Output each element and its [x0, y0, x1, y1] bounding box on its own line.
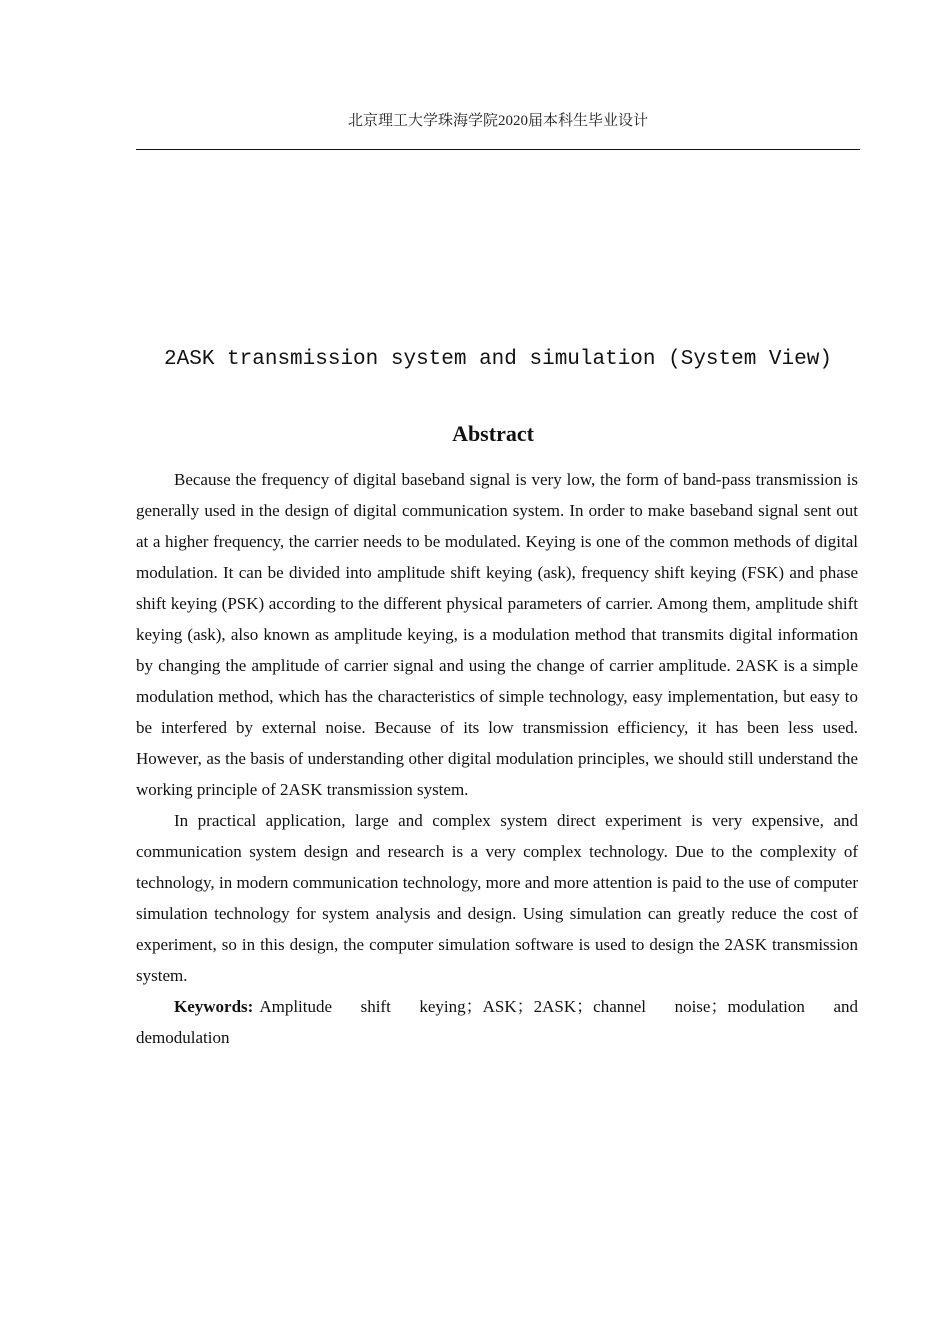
abstract-heading: Abstract	[452, 421, 534, 446]
thesis-title: 2ASK transmission system and simulation (System View)	[164, 348, 832, 371]
abstract-paragraph: Because the frequency of digital baseband signal is very low, the form of band-pass transmission is generally used in the design of digital communication system. In order to make baseband signal sent out at a higher frequency, the carrier needs to be modulated. Keying is one of the common methods of digital modulation. It can be divided into amplitude shift keying (ask), frequency shift keying (FSK) and phase shift keying (PSK) according to the different physical parameters of carrier. Among them, amplitude shift keying (ask), also known as amplitude keying, is a modulation method that transmits digital information by changing the amplitude of carrier signal and using the change of carrier amplitude. 2ASK is a simple modulation method, which has the characteristics of simple technology, easy implementation, but easy to be interfered by external noise. Because of its low transmission efficiency, it has been less used. However, as the basis of understanding other digital modulation principles, we should still understand the working principle of 2ASK transmission system.	[136, 470, 858, 799]
abstract-paragraph: In practical application, large and complex system direct experiment is very expensive, and communication system design and research is a very complex technology. Due to the complexity of technology, in modern communication technology, more and more attention is paid to the use of computer simulation technology for system analysis and design. Using simulation can greatly reduce the cost of experiment, so in this design, the computer simulation software is used to design the 2ASK transmission system.	[136, 811, 858, 985]
abstract-body	[136, 464, 858, 1053]
keywords-text: Amplitude shift keying；ASK；2ASK；channel noise；modulation and demodulation	[136, 997, 858, 1047]
keywords-line	[136, 991, 858, 1053]
header-divider	[136, 149, 860, 150]
keywords-label: Keywords:	[174, 997, 254, 1016]
running-header: 北京理工大学珠海学院2020届本科生毕业设计	[347, 113, 648, 129]
